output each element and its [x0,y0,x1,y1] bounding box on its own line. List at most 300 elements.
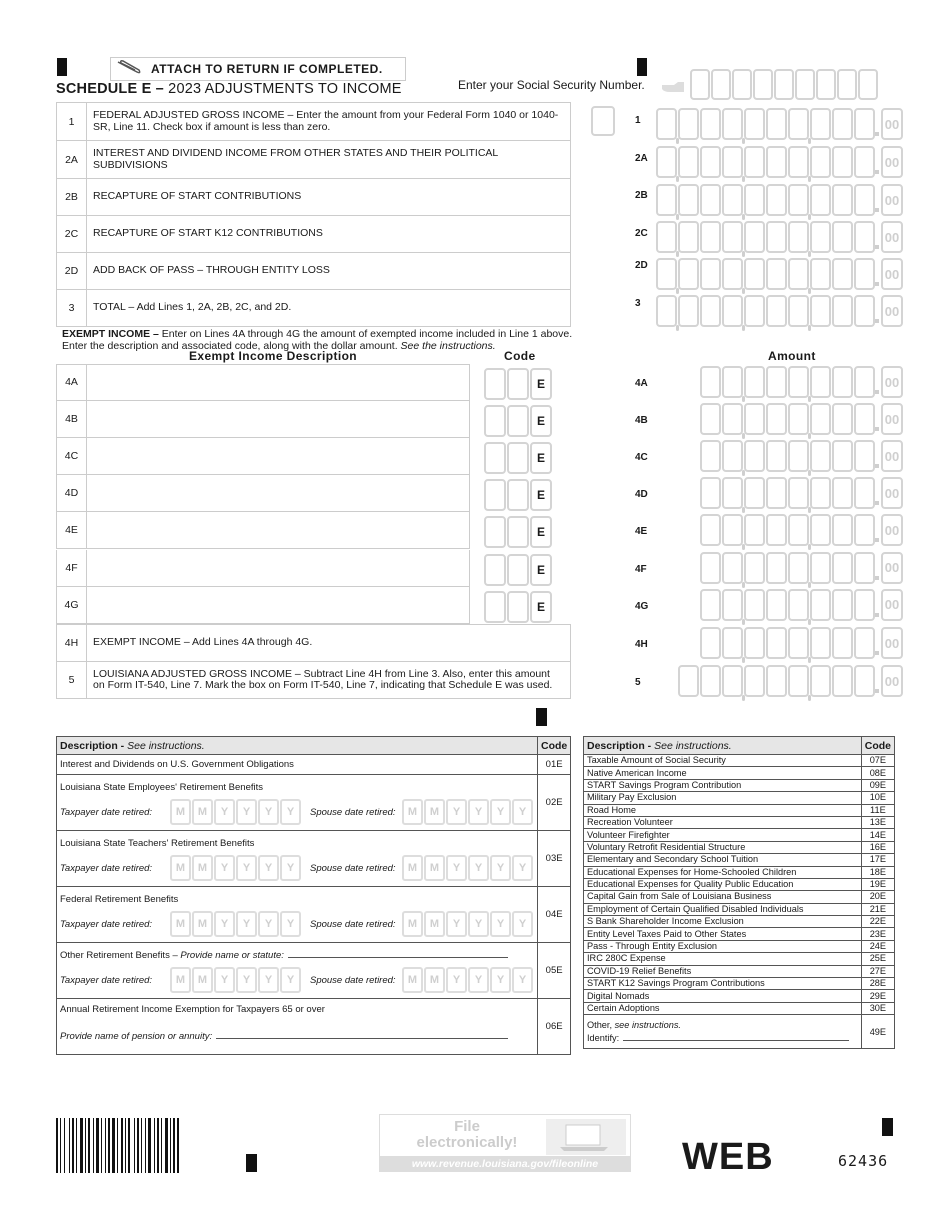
amount-digit-box[interactable] [854,665,875,697]
row-description: COVID-19 Relief Benefits [584,965,862,977]
amount-digit-box[interactable] [854,366,875,398]
amount-digit-box[interactable] [854,184,875,216]
row-code: 04E [538,887,571,943]
table-row [57,755,571,775]
table-row [584,816,895,828]
amount-digit-box[interactable] [744,627,765,659]
row-code: 10E [861,792,894,804]
amount-digit-box[interactable] [810,552,831,584]
amount-digit-box[interactable] [722,552,743,584]
amount-digit-box[interactable] [700,366,721,398]
amount-digit-box[interactable] [678,295,699,327]
amount-digit-box[interactable] [744,589,765,621]
amount-digit-box[interactable] [678,258,699,290]
exempt-code-input[interactable] [484,516,552,548]
amount-digit-box[interactable] [810,366,831,398]
amount-digit-box[interactable] [832,295,853,327]
amount-digit-box[interactable] [832,403,853,435]
date-digit-box[interactable]: Y [468,855,489,881]
ssn-digit-box[interactable] [858,69,878,100]
amount-digit-box[interactable] [788,295,809,327]
line-amount-input[interactable] [656,184,903,216]
date-digit-box[interactable]: M [192,911,213,937]
amount-digit-box[interactable] [722,221,743,253]
ssn-digit-box[interactable] [753,69,773,100]
line-amount-input[interactable] [656,108,903,140]
amount-digit-box[interactable] [700,665,721,697]
pension-name-input[interactable] [216,1038,508,1039]
date-digit-box[interactable]: M [402,911,423,937]
amount-digit-box[interactable] [722,665,743,697]
exempt-amount-input[interactable] [700,366,903,398]
code-digit-box[interactable] [507,368,529,400]
date-digit-box[interactable]: M [170,799,191,825]
amount-digit-box[interactable] [744,552,765,584]
exempt-amount-input[interactable] [700,589,903,621]
amount-digit-box[interactable] [722,589,743,621]
date-digit-box[interactable]: Y [236,799,257,825]
amount-digit-box[interactable] [766,627,787,659]
spouse-date-label: Spouse date retired: [310,806,396,818]
line-amount-input[interactable] [656,258,903,290]
fileonline-url: www.revenue.louisiana.gov/fileonline [380,1156,630,1171]
amount-digit-box[interactable] [700,477,721,509]
date-digit-box[interactable]: Y [258,967,279,993]
amount-digit-box[interactable] [766,403,787,435]
amount-digit-box[interactable] [744,258,765,290]
exempt-code-input[interactable] [484,479,552,511]
registration-mark [57,58,67,76]
cents-box[interactable]: 00 [881,665,903,697]
amount-digit-box[interactable] [722,184,743,216]
cents-box[interactable]: 00 [881,589,903,621]
amount-digit-box[interactable] [700,184,721,216]
col-header-description: Exempt Income Description [189,349,358,363]
date-digit-box[interactable]: Y [214,799,235,825]
amount-digit-box[interactable] [854,552,875,584]
date-digit-box[interactable]: M [170,855,191,881]
date-input[interactable] [402,967,534,993]
amount-digit-box[interactable] [722,108,743,140]
date-digit-box[interactable]: Y [468,967,489,993]
exempt-row[interactable] [56,438,470,475]
date-digit-box[interactable]: Y [446,967,467,993]
amount-digit-box[interactable] [700,295,721,327]
amount-digit-box[interactable] [788,366,809,398]
date-digit-box[interactable]: Y [512,967,533,993]
cents-box[interactable]: 00 [881,440,903,472]
amount-digit-box[interactable] [810,665,831,697]
amount-digit-box[interactable] [700,440,721,472]
date-digit-box[interactable]: Y [280,967,301,993]
amount-digit-box[interactable] [810,221,831,253]
date-digit-box[interactable]: M [170,911,191,937]
amount-digit-box[interactable] [722,627,743,659]
amount-digit-box[interactable] [810,295,831,327]
amount-digit-box[interactable] [854,477,875,509]
amount-digit-box[interactable] [810,514,831,546]
date-digit-box[interactable]: Y [468,911,489,937]
amount-digit-box[interactable] [832,221,853,253]
amount-digit-box[interactable] [700,514,721,546]
exempt-row[interactable] [56,512,470,549]
ssn-digit-box[interactable] [732,69,752,100]
cents-box[interactable]: 00 [881,108,903,140]
code-digit-box[interactable] [507,591,529,623]
amount-digit-box[interactable] [744,403,765,435]
row-code: 01E [538,755,571,775]
amount-digit-box[interactable] [744,108,765,140]
amount-line-label: 3 [635,298,641,309]
amount-digit-box[interactable] [766,295,787,327]
date-digit-box[interactable]: Y [236,967,257,993]
amount-digit-box[interactable] [722,477,743,509]
amount-digit-box[interactable] [810,403,831,435]
amount-digit-box[interactable] [744,514,765,546]
exempt-row[interactable] [56,401,470,438]
row-description: Road Home [584,804,862,816]
date-digit-box[interactable]: M [402,855,423,881]
code-digit-box[interactable] [484,442,506,474]
desc-text: Louisiana State Teachers' Retirement Benefits [60,838,255,849]
exempt-row[interactable] [56,364,470,401]
code-digit-box[interactable] [484,591,506,623]
code-digit-box[interactable] [507,554,529,586]
date-digit-box[interactable]: Y [214,967,235,993]
amount-digit-box[interactable] [700,221,721,253]
exempt-row[interactable] [56,587,470,624]
code-digit-box[interactable] [507,442,529,474]
cents-box[interactable]: 00 [881,146,903,178]
date-digit-box[interactable]: Y [236,855,257,881]
date-digit-box[interactable]: Y [236,911,257,937]
cents-box[interactable]: 00 [881,627,903,659]
amount-digit-box[interactable] [788,589,809,621]
amount-digit-box[interactable] [744,665,765,697]
amount-digit-box[interactable] [832,514,853,546]
amount-digit-box[interactable] [788,108,809,140]
code-digit-box[interactable] [484,479,506,511]
amount-digit-box[interactable] [766,184,787,216]
amount-digit-box[interactable] [766,665,787,697]
amount-digit-box[interactable] [744,184,765,216]
date-digit-box[interactable]: Y [280,799,301,825]
date-digit-box[interactable]: M [424,855,445,881]
amount-digit-box[interactable] [832,366,853,398]
amount-digit-box[interactable] [678,221,699,253]
amount-digit-box[interactable] [788,403,809,435]
ssn-digit-box[interactable] [711,69,731,100]
cents-box[interactable]: 00 [881,366,903,398]
less-than-zero-checkbox[interactable] [591,106,615,136]
date-digit-box[interactable]: Y [258,855,279,881]
amount-digit-box[interactable] [700,403,721,435]
amount-digit-box[interactable] [766,366,787,398]
date-input[interactable] [170,967,302,993]
amount-digit-box[interactable] [788,477,809,509]
date-digit-box[interactable]: Y [490,967,511,993]
amount-digit-box[interactable] [832,184,853,216]
amount-digit-box[interactable] [678,108,699,140]
amount-digit-box[interactable] [788,514,809,546]
amount-digit-box[interactable] [744,295,765,327]
amount-digit-box[interactable] [656,146,677,178]
line-amount-input[interactable] [656,295,903,327]
cents-box[interactable]: 00 [881,258,903,290]
row-code: 08E [861,767,894,779]
identify-input[interactable] [623,1040,849,1041]
date-digit-box[interactable]: Y [214,855,235,881]
code-digit-box[interactable] [484,405,506,437]
amount-digit-box[interactable] [722,403,743,435]
amount-digit-box[interactable] [854,440,875,472]
taxpayer-date-label: Taxpayer date retired: [60,806,153,818]
amount-digit-box[interactable] [700,627,721,659]
exempt-row[interactable] [56,475,470,512]
amount-digit-box[interactable] [656,108,677,140]
exempt-amount-input[interactable] [700,552,903,584]
amount-digit-box[interactable] [744,221,765,253]
amount-digit-box[interactable] [788,552,809,584]
amount-digit-box[interactable] [832,552,853,584]
amount-digit-box[interactable] [788,440,809,472]
amount-digit-box[interactable] [832,258,853,290]
amount-digit-box[interactable] [722,514,743,546]
exempt-code-input[interactable] [484,405,552,437]
amount-digit-box[interactable] [854,589,875,621]
amount-digit-box[interactable] [656,295,677,327]
ssn-digit-box[interactable] [795,69,815,100]
line-amount-input[interactable] [700,627,903,659]
date-digit-box[interactable]: Y [446,855,467,881]
exempt-intro-line2: Enter the description and associated code, along with the dollar amount. [62,339,398,352]
date-digit-box[interactable]: Y [512,911,533,937]
date-input[interactable] [402,799,534,825]
date-digit-box[interactable]: M [424,911,445,937]
amount-digit-box[interactable] [810,108,831,140]
code-digit-box[interactable] [507,479,529,511]
ssn-input[interactable] [690,69,879,101]
date-digit-box[interactable]: M [424,799,445,825]
date-digit-box[interactable]: Y [446,799,467,825]
line-amount-input[interactable] [656,221,903,253]
amount-digit-box[interactable] [788,146,809,178]
amount-digit-box[interactable] [832,589,853,621]
date-digit-box[interactable]: Y [258,799,279,825]
amount-digit-box[interactable] [722,258,743,290]
cents-box[interactable]: 00 [881,552,903,584]
amount-digit-box[interactable] [766,514,787,546]
amount-digit-box[interactable] [832,477,853,509]
date-input[interactable] [170,855,302,881]
amount-digit-box[interactable] [722,440,743,472]
amount-digit-box[interactable] [854,146,875,178]
code-digit-box[interactable] [484,368,506,400]
date-digit-box[interactable]: Y [512,799,533,825]
amount-digit-box[interactable] [766,589,787,621]
date-digit-box[interactable]: Y [214,911,235,937]
left-table-desc-header [57,737,538,755]
table-row [584,1015,895,1049]
date-digit-box[interactable]: Y [490,799,511,825]
amount-digit-box[interactable] [722,366,743,398]
line-amount-input[interactable] [678,665,903,697]
amount-digit-box[interactable] [854,108,875,140]
date-digit-box[interactable]: Y [280,855,301,881]
line-amount-input[interactable] [656,146,903,178]
ssn-digit-box[interactable] [837,69,857,100]
exempt-code-input[interactable] [484,442,552,474]
amount-digit-box[interactable] [788,221,809,253]
exempt-amount-input[interactable] [700,440,903,472]
row-code: 19E [861,878,894,890]
amount-digit-box[interactable] [810,477,831,509]
amount-digit-box[interactable] [810,627,831,659]
date-digit-box[interactable]: M [424,967,445,993]
right-desc-bold: Description - [587,739,652,752]
date-input[interactable] [402,911,534,937]
date-digit-box[interactable]: M [192,967,213,993]
table-row [584,841,895,853]
amount-digit-box[interactable] [656,221,677,253]
right-table-desc-header [584,737,862,755]
amount-digit-box[interactable] [854,295,875,327]
line-description: INTEREST AND DIVIDEND INCOME FROM OTHER STATES AND THEIR POLITICAL SUBDIVISIONS [93,147,498,171]
date-digit-box[interactable]: Y [468,799,489,825]
cents-box[interactable]: 00 [881,184,903,216]
amount-digit-box[interactable] [788,258,809,290]
amount-digit-box[interactable] [656,258,677,290]
code-digit-box[interactable] [484,554,506,586]
row-description [57,887,538,943]
amount-digit-box[interactable] [854,514,875,546]
amount-line-label: 4F [635,563,647,575]
row-code: 25E [861,953,894,965]
exempt-amount-input[interactable] [700,403,903,435]
cents-box[interactable]: 00 [881,221,903,253]
amount-digit-box[interactable] [744,146,765,178]
table-row [584,965,895,977]
ssn-digit-box[interactable] [690,69,710,100]
amount-digit-box[interactable] [700,589,721,621]
exempt-amount-input[interactable] [700,477,903,509]
amount-digit-box[interactable] [700,146,721,178]
cents-box[interactable]: 00 [881,514,903,546]
line-description: FEDERAL ADJUSTED GROSS INCOME – Enter the amount from your Federal Form 1040 or 1040-SR, Line 11. Check box if amount is less than zero. [93,109,559,133]
date-input[interactable] [402,855,534,881]
amount-digit-box[interactable] [766,221,787,253]
date-digit-box[interactable]: Y [446,911,467,937]
row-code: 06E [538,999,571,1055]
amount-digit-box[interactable] [678,184,699,216]
amount-digit-box[interactable] [832,146,853,178]
amount-digit-box[interactable] [810,440,831,472]
ssn-digit-box[interactable] [774,69,794,100]
amount-digit-box[interactable] [722,146,743,178]
row-description: Taxable Amount of Social Security [584,755,862,767]
amount-digit-box[interactable] [766,258,787,290]
cents-box[interactable]: 00 [881,403,903,435]
code-digit-box[interactable] [507,516,529,548]
amount-digit-box[interactable] [766,440,787,472]
exempt-line-number: 4D [57,475,87,511]
desc-text: Annual Retirement Income Exemption for Taxpayers 65 or over [60,1003,325,1015]
amount-digit-box[interactable] [854,258,875,290]
amount-digit-box[interactable] [854,221,875,253]
row-code: 07E [861,755,894,767]
exempt-amount-input[interactable] [700,514,903,546]
date-digit-box[interactable]: M [170,967,191,993]
amount-digit-box[interactable] [832,108,853,140]
amount-digit-box[interactable] [700,552,721,584]
exempt-code-input[interactable] [484,554,552,586]
date-digit-box[interactable]: Y [490,855,511,881]
amount-digit-box[interactable] [832,440,853,472]
amount-digit-box[interactable] [656,184,677,216]
code-digit-box[interactable] [484,516,506,548]
amount-digit-box[interactable] [788,627,809,659]
amount-digit-box[interactable] [854,627,875,659]
amount-digit-box[interactable] [744,477,765,509]
date-input[interactable] [170,911,302,937]
date-digit-box[interactable]: Y [280,911,301,937]
web-label: WEB [682,1136,774,1178]
date-input[interactable] [170,799,302,825]
amount-digit-box[interactable] [700,108,721,140]
row-description: Pass - Through Entity Exclusion [584,940,862,952]
amount-digit-box[interactable] [788,665,809,697]
exempt-code-input[interactable] [484,591,552,623]
ssn-digit-box[interactable] [816,69,836,100]
date-digit-box[interactable]: Y [258,911,279,937]
date-digit-box[interactable]: M [402,967,423,993]
amount-digit-box[interactable] [832,627,853,659]
date-digit-box[interactable]: Y [512,855,533,881]
exempt-row[interactable] [56,550,470,587]
row-code: 23E [861,928,894,940]
cents-box[interactable]: 00 [881,477,903,509]
date-digit-box[interactable]: M [192,855,213,881]
amount-digit-box[interactable] [678,665,699,697]
amount-digit-box[interactable] [766,146,787,178]
col-header-code: Code [504,349,536,363]
amount-digit-box[interactable] [854,403,875,435]
amount-digit-box[interactable] [810,589,831,621]
amount-digit-box[interactable] [722,295,743,327]
table-row [584,978,895,990]
amount-digit-box[interactable] [766,108,787,140]
amount-digit-box[interactable] [766,477,787,509]
amount-digit-box[interactable] [744,366,765,398]
exempt-code-input[interactable] [484,368,552,400]
amount-digit-box[interactable] [810,184,831,216]
amount-digit-box[interactable] [678,146,699,178]
amount-digit-box[interactable] [832,665,853,697]
date-digit-box[interactable]: M [192,799,213,825]
amount-digit-box[interactable] [744,440,765,472]
amount-digit-box[interactable] [810,258,831,290]
desc-text: Louisiana State Employees' Retirement Benefits [60,782,264,793]
code-digit-box[interactable] [507,405,529,437]
code-suffix-e: E [530,591,552,623]
amount-digit-box[interactable] [700,258,721,290]
amount-digit-box[interactable] [766,552,787,584]
amount-digit-box[interactable] [810,146,831,178]
date-digit-box[interactable]: M [402,799,423,825]
cents-box[interactable]: 00 [881,295,903,327]
amount-digit-box[interactable] [788,184,809,216]
date-digit-box[interactable]: Y [490,911,511,937]
